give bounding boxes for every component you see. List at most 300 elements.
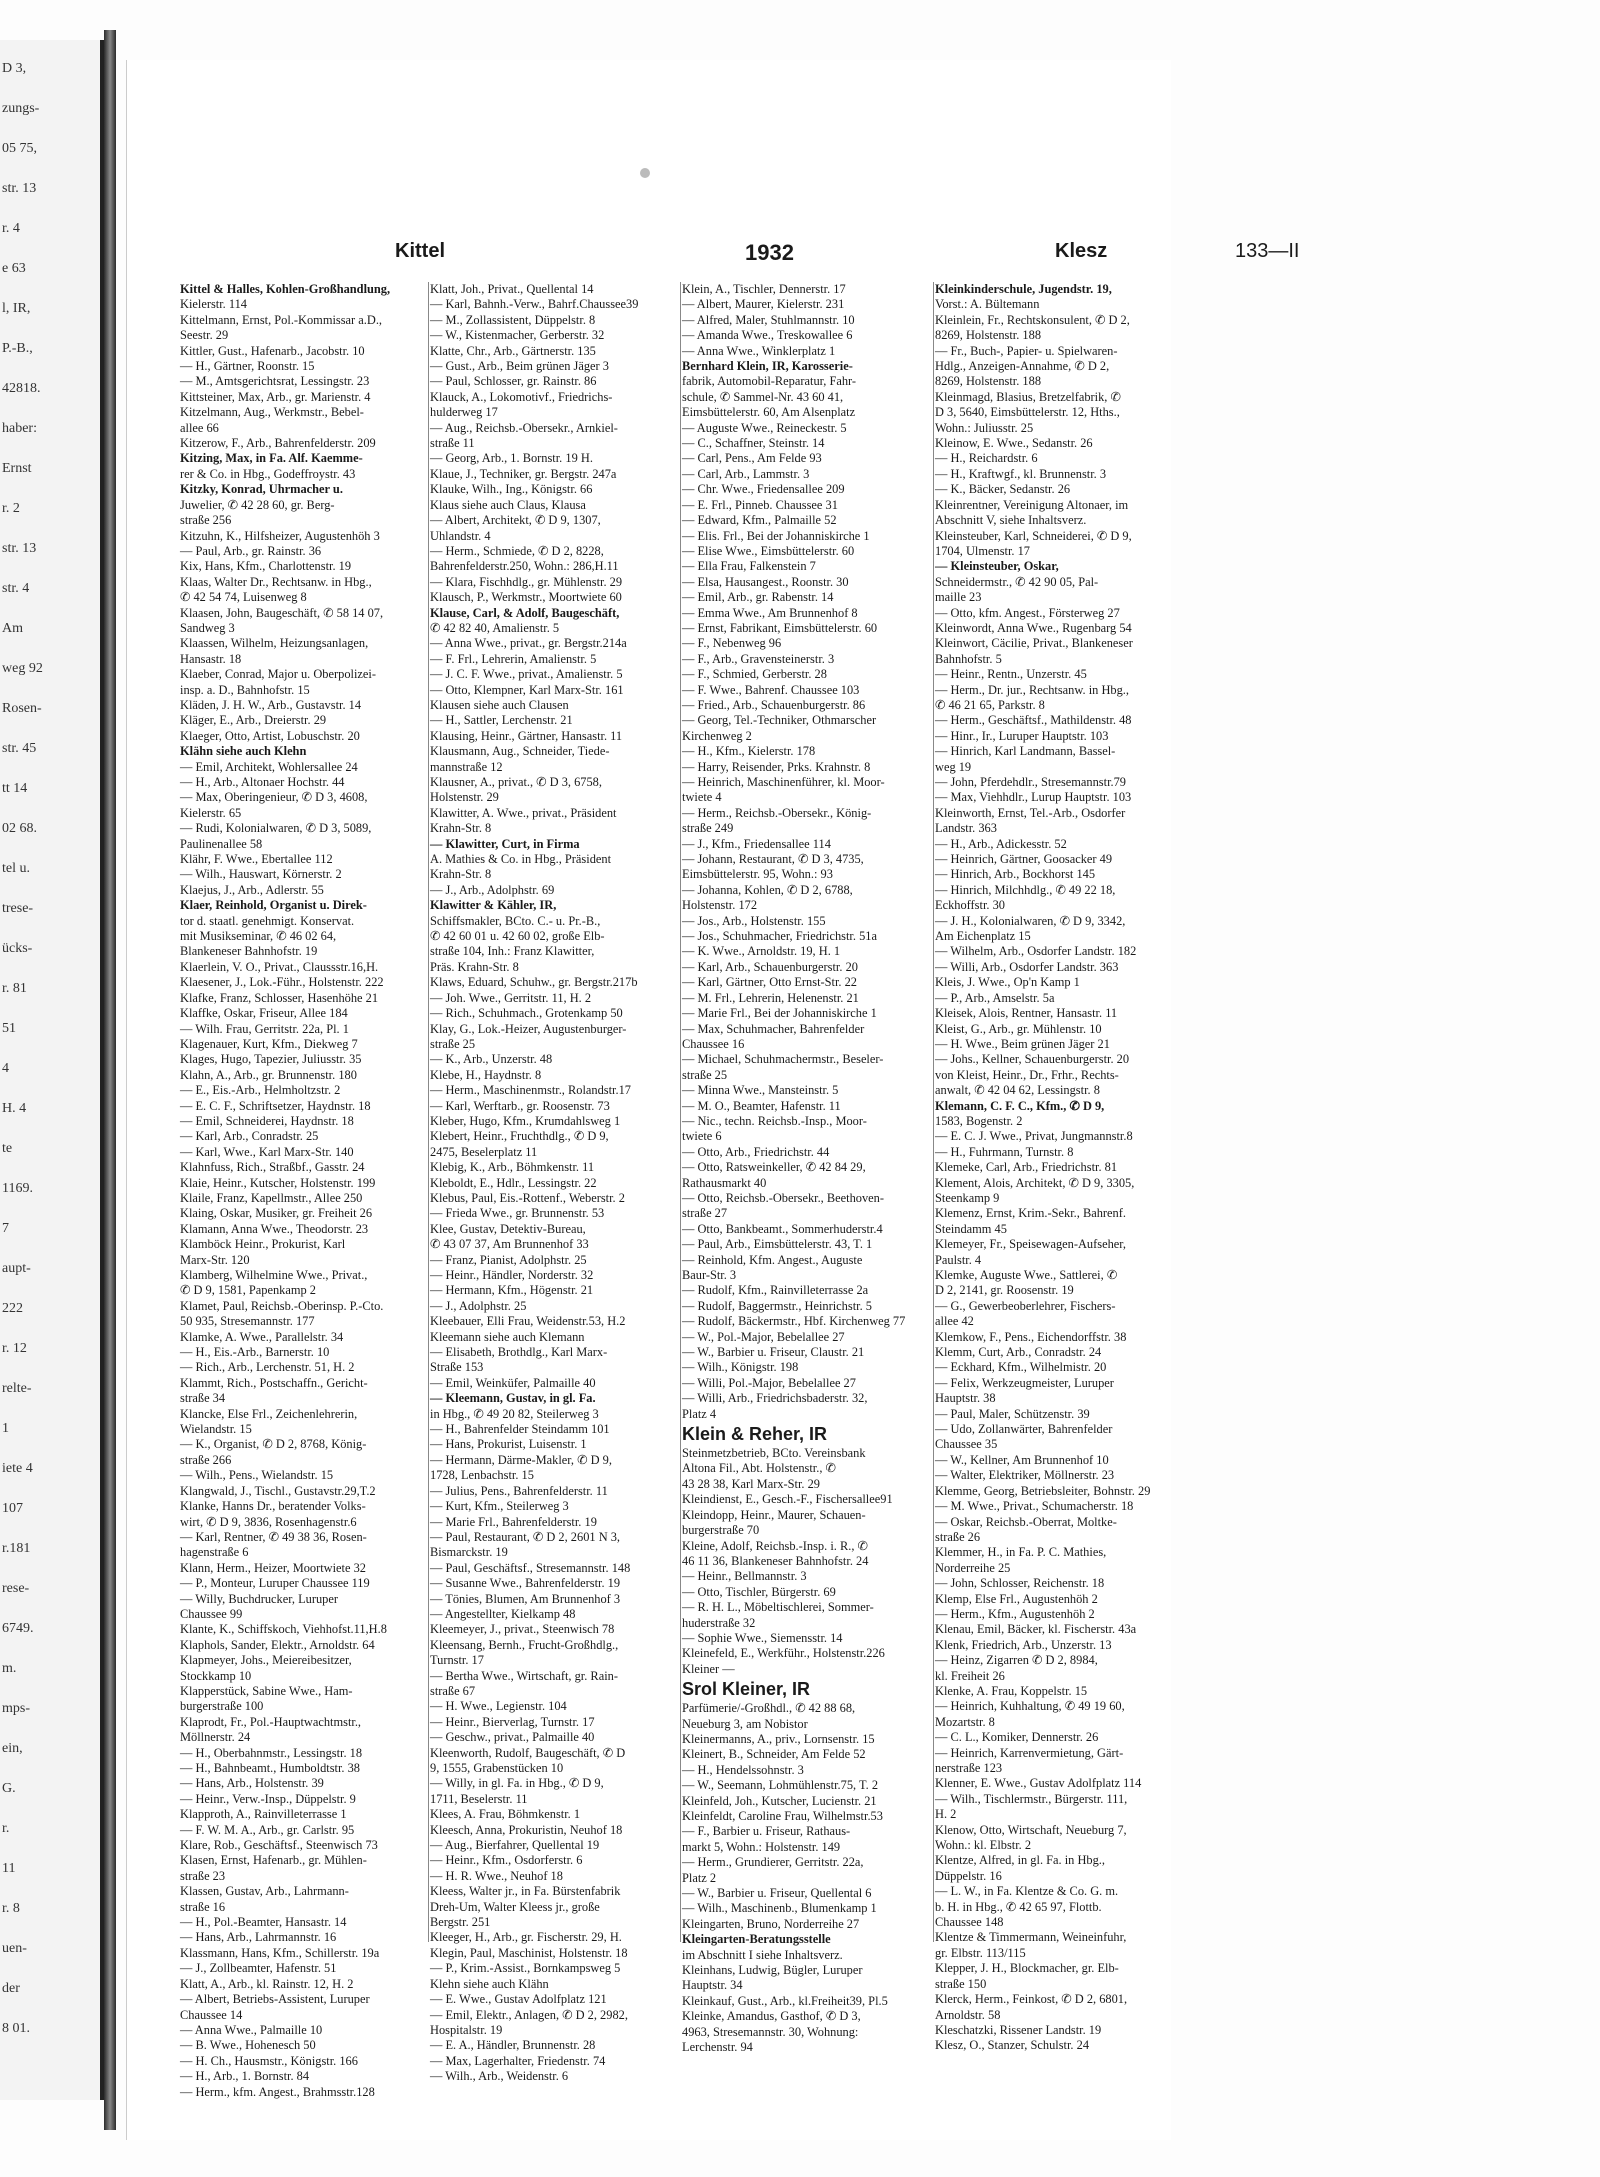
directory-entry-line: Kleebauer, Elli Frau, Weidenstr.53, H.2 (430, 1314, 626, 1329)
directory-entry-line: mit Musikseminar, ✆ 46 02 64, (180, 929, 337, 944)
directory-entry-line: — Elisabeth, Brothdlg., Karl Marx- (430, 1345, 608, 1360)
directory-entry-line: Baur-Str. 3 (682, 1268, 737, 1282)
previous-page-fragment: rese- (2, 1581, 30, 1596)
directory-entry-line: — Paul, Schlosser, gr. Rainstr. 86 (430, 374, 597, 389)
directory-entry-line: weg 19 (935, 759, 972, 774)
directory-entry-line: Kleinert, B., Schneider, Am Felde 52 (682, 1747, 866, 1762)
directory-entry-line: — Michael, Schuhmachermstr., Beseler- (682, 1052, 884, 1067)
directory-entry-line: Stockkamp 10 (180, 1668, 252, 1683)
directory-entry-line: — Paul, Maler, Schützenstr. 39 (935, 1406, 1090, 1421)
directory-entry-line: burgerstraße 100 (180, 1699, 264, 1714)
directory-entry-line: Klein & Reher, IR (682, 1424, 828, 1445)
directory-entry-line: Klausen siehe auch Clausen (430, 697, 569, 712)
directory-entry-line: hagenstraße 6 (180, 1545, 249, 1560)
directory-entry-line: — Jos., Schuhmacher, Friedrichstr. 51a (682, 929, 877, 944)
directory-entry-line: Klassen, Gustav, Arb., Lahrmann- (180, 1884, 349, 1899)
directory-entry-line: Klatt, Joh., Privat., Quellental 14 (430, 282, 594, 296)
directory-entry-line: — H., Pol.-Beamter, Hansastr. 14 (180, 1915, 347, 1930)
directory-entry-line: — Heinr., Verw.-Insp., Düppelstr. 9 (180, 1791, 356, 1806)
directory-entry-line: — Rudi, Kolonialwaren, ✆ D 3, 5089, (180, 821, 372, 836)
directory-entry-line: Klemm, Curt, Arb., Conradstr. 24 (935, 1345, 1102, 1360)
directory-entry-line: — W., Kellner, Am Brunnenhof 10 (935, 1452, 1109, 1467)
directory-entry-line: — M., Zollassistent, Düppelstr. 8 (430, 312, 596, 327)
directory-entry-line: — Heinr., Bellmannstr. 3 (682, 1569, 807, 1584)
column-2 (430, 282, 670, 2084)
directory-entry-line: — H., Gärtner, Roonstr. 15 (180, 359, 315, 374)
directory-entry-line: Krahn-Str. 8 (430, 821, 492, 836)
directory-entry-line: Sandweg 3 (180, 620, 235, 635)
directory-entry-line: — Herm., Reichsb.-Obersekr., König- (682, 805, 872, 820)
directory-entry-line: — Rudolf, Baggermstr., Heinrichstr. 5 (682, 1298, 872, 1313)
column-3 (682, 282, 922, 2055)
previous-page-fragment: str. 13 (2, 541, 37, 556)
directory-entry-line: Klement, Alois, Architekt, ✆ D 9, 3305, (935, 1175, 1135, 1190)
directory-entry-line: — Reinhold, Kfm. Angest., Auguste (682, 1252, 863, 1267)
directory-entry-line: — P., Monteur, Luruper Chaussee 119 (180, 1576, 370, 1591)
directory-entry-line: twiete 4 (682, 790, 722, 805)
directory-entry-line: — Willy, in gl. Fa. in Hbg., ✆ D 9, (430, 1776, 604, 1791)
directory-entry-line: Wohn.: kl. Elbstr. 2 (935, 1838, 1032, 1853)
directory-entry-line: — E. A., Händler, Brunnenstr. 28 (430, 2038, 596, 2053)
directory-entry-line: straße 67 (430, 1683, 476, 1698)
directory-entry-line: Klemeke, Carl, Arb., Friedrichstr. 81 (935, 1160, 1118, 1175)
directory-entry-line: — K., Organist, ✆ D 2, 8768, König- (180, 1437, 367, 1452)
directory-entry-line: im Abschnitt I siehe Inhaltsverz. (682, 1947, 843, 1962)
directory-entry-line: — Otto, Ratsweinkeller, ✆ 42 84 29, (682, 1160, 866, 1175)
directory-entry-line: Kleindopp, Heinr., Maurer, Schauen- (682, 1507, 866, 1522)
directory-entry-line: allee 42 (935, 1314, 974, 1329)
directory-entry-line: — Rich., Arb., Lerchenstr. 51, H. 2 (180, 1360, 355, 1375)
previous-page-fragment: trese- (2, 901, 34, 916)
directory-entry-line: — Wilh., Königstr. 198 (682, 1360, 799, 1375)
directory-entry-line: — Anna Wwe., Winklerplatz 1 (682, 343, 836, 358)
directory-entry-line: Klemp, Else Frl., Augustenhöh 2 (935, 1591, 1098, 1606)
previous-page-fragment: ein, (2, 1741, 23, 1756)
directory-entry-line: Platz 2 (682, 1870, 717, 1885)
directory-entry-line: Klancke, Else Frl., Zeichenlehrerin, (180, 1406, 358, 1421)
directory-entry-line: Klasen, Ernst, Hafenarb., gr. Mühlen- (180, 1853, 367, 1868)
directory-entry-line: — Wilh., Tischlermstr., Bürgerstr. 111, (935, 1791, 1128, 1806)
directory-entry-line: Wohn.: Juliusstr. 25 (935, 420, 1034, 435)
directory-entry-line: Klassmann, Hans, Kfm., Schillerstr. 19a (180, 1945, 380, 1960)
directory-entry-line: hulderweg 17 (430, 405, 498, 420)
directory-entry-line: Klaasen, John, Baugeschäft, ✆ 58 14 07, (180, 605, 384, 620)
directory-entry-line: — Hinr., Ir., Luruper Hauptstr. 103 (935, 728, 1109, 743)
directory-entry-line: — E. Wwe., Gustav Adolfplatz 121 (430, 1992, 607, 2007)
previous-page-fragment: mps- (2, 1701, 30, 1716)
directory-entry-line: — H., Arb., Altonaer Hochstr. 44 (180, 775, 345, 789)
directory-entry-line: — J., Arb., Adolphstr. 69 (430, 882, 555, 897)
directory-entry-line: Kleenworth, Rudolf, Baugeschäft, ✆ D (430, 1745, 626, 1760)
directory-entry-line: Klepper, J. H., Blockmacher, gr. Elb- (935, 1961, 1119, 1976)
directory-entry-line: — H. Wwe., Legienstr. 104 (430, 1699, 567, 1714)
directory-entry-line: — H., Kfm., Kielerstr. 178 (682, 744, 816, 759)
previous-page-fragment: r. 81 (2, 981, 27, 996)
directory-entry-line: Klähr, F. Wwe., Ebertallee 112 (180, 852, 333, 867)
directory-entry-line: Rathausmarkt 40 (682, 1175, 767, 1190)
directory-entry-line: Bahnhofstr. 5 (935, 651, 1002, 666)
previous-page-fragment: 1 (2, 1421, 9, 1436)
directory-entry-line: — Georg, Arb., 1. Bornstr. 19 H. (430, 451, 593, 466)
directory-entry-line: Klebus, Paul, Eis.-Rottenf., Weberstr. 2 (430, 1190, 625, 1205)
directory-entry-line: — Emil, Weinküfer, Palmaille 40 (430, 1375, 596, 1390)
directory-entry-line: — Kleinsteuber, Oskar, (935, 559, 1059, 574)
directory-entry-line: Kleinow, E. Wwe., Sedanstr. 26 (935, 436, 1093, 451)
directory-entry-line: schule, ✆ Sammel-Nr. 43 60 41, (682, 389, 844, 404)
previous-page-fragment: 222 (2, 1301, 23, 1316)
directory-entry-line: — P., Krim.-Assist., Bornkampsweg 5 (430, 1961, 621, 1976)
directory-entry-line: Landstr. 363 (935, 821, 997, 836)
directory-entry-line: Klamböck Heinr., Prokurist, Karl (180, 1237, 346, 1252)
directory-entry-line: Klemenz, Ernst, Krim.-Sekr., Bahrenf. (935, 1206, 1126, 1221)
directory-entry-line: straße 23 (180, 1868, 226, 1883)
directory-entry-line: — Kurt, Kfm., Steilerweg 3 (430, 1499, 569, 1514)
directory-entry-line: — J., Kfm., Friedensallee 114 (682, 836, 831, 851)
directory-entry-line: — Julius, Pens., Bahrenfelderstr. 11 (430, 1483, 608, 1498)
directory-entry-line: straße 25 (430, 1036, 476, 1051)
directory-entry-line: Klauck, A., Lokomotivf., Friedrichs- (430, 389, 613, 404)
directory-entry-line: — Karl, Arb., Schauenburgerstr. 20 (682, 959, 858, 974)
directory-entry-line: — Anna Wwe., privat., gr. Bergstr.214a (430, 636, 627, 651)
directory-entry-line: — Ernst, Fabrikant, Eimsbüttelerstr. 60 (682, 620, 878, 635)
directory-entry-line: Düppelstr. 16 (935, 1868, 1002, 1883)
directory-entry-line: — Otto, kfm. Angest., Försterweg 27 (935, 605, 1120, 620)
directory-entry-line: Steenkamp 9 (935, 1190, 1000, 1205)
directory-entry-line: — Heinr., Kfm., Osdorferstr. 6 (430, 1853, 583, 1868)
directory-entry-line: — Johs., Kellner, Schauenburgerstr. 20 (935, 1052, 1130, 1067)
directory-entry-line: rer & Co. in Hbg., Godeffroystr. 43 (180, 466, 356, 481)
directory-entry-line: huderstraße 32 (682, 1615, 756, 1630)
directory-entry-line: — Harry, Reisender, Prks. Krahnstr. 8 (682, 759, 871, 774)
directory-entry-line: Kleinkinderschule, Jugendstr. 19, (935, 282, 1112, 296)
directory-entry-line: fabrik, Automobil-Reparatur, Fahr- (682, 374, 857, 389)
directory-entry-line: von Kleist, Heinr., Dr., Frhr., Rechts- (935, 1067, 1119, 1082)
directory-entry-line: D 2, 2141, gr. Roosenstr. 19 (935, 1283, 1074, 1298)
directory-entry-line: — Albert, Betriebs-Assistent, Luruper (180, 1992, 370, 2007)
directory-entry-line: Kleisek, Alois, Rentner, Hansastr. 11 (935, 1006, 1118, 1021)
directory-entry-line: Wielandstr. 15 (180, 1422, 252, 1437)
directory-entry-line: allee 66 (180, 420, 219, 435)
directory-entry-line: — H. R. Wwe., Neuhof 18 (430, 1868, 563, 1883)
directory-entry-line: — Herm., Schmiede, ✆ D 2, 8228, (430, 543, 604, 558)
previous-page-fragment: iete 4 (2, 1461, 33, 1476)
directory-entry-line: Klaue, J., Techniker, gr. Bergstr. 247a (430, 466, 617, 481)
directory-entry-line: — Carl, Arb., Lammstr. 3 (682, 466, 810, 481)
directory-entry-line: Klee, Gustav, Detektiv-Bureau, (430, 1221, 586, 1236)
directory-entry-line: Klenau, Emil, Bäcker, kl. Fischerstr. 43a (935, 1622, 1137, 1637)
previous-page-fragment: G. (2, 1781, 16, 1796)
directory-entry-line: twiete 6 (682, 1129, 722, 1144)
directory-entry-line: Lerchenstr. 94 (682, 2040, 753, 2055)
directory-entry-line: — F., Barbier u. Friseur, Rathaus- (682, 1824, 851, 1839)
directory-entry-line: Klebe, H., Haydnstr. 8 (430, 1067, 542, 1082)
previous-page-fragment: str. 45 (2, 741, 37, 756)
directory-entry-line: — H., Bahnbeamt., Humboldtstr. 38 (180, 1761, 360, 1775)
directory-entry-line: Klein, A., Tischler, Dennerstr. 17 (682, 282, 846, 296)
directory-entry-line: Kleemann siehe auch Klemann (430, 1329, 585, 1344)
directory-entry-line: Eimsbüttelerstr. 60, Am Alsenplatz (682, 405, 856, 420)
previous-page-fragment: str. 13 (2, 181, 37, 196)
directory-entry-line: 1728, Lenbachstr. 15 (430, 1468, 534, 1483)
directory-entry-line: straße 27 (682, 1206, 728, 1221)
directory-entry-line: — J., Zollbeamter, Hafenstr. 51 (180, 1961, 337, 1976)
directory-entry-line: b. H. in Hbg., ✆ 42 65 97, Flottb. (935, 1899, 1102, 1914)
previous-page-fragment: relte- (2, 1381, 32, 1396)
directory-entry-line: Seestr. 29 (180, 328, 229, 343)
directory-entry-line: — H., Arb., 1. Bornstr. 84 (180, 2069, 310, 2084)
directory-entry-line: — E. C. F., Schriftsetzer, Haydnstr. 18 (180, 1098, 371, 1113)
directory-entry-line: — Max, Lagerhalter, Friedenstr. 74 (430, 2053, 606, 2068)
directory-entry-line: — Klawitter, Curt, in Firma (430, 836, 580, 851)
directory-entry-line: Kittler, Gust., Hafenarb., Jacobstr. 10 (180, 343, 365, 358)
directory-entry-line: mannstraße 12 (430, 759, 503, 774)
directory-entry-line: Kittel & Halles, Kohlen-Großhandlung, (180, 282, 391, 296)
directory-entry-line: Kirchenweg 2 (682, 728, 752, 743)
directory-entry-line: — Fried., Arb., Schauenburgerstr. 86 (682, 697, 866, 712)
directory-entry-line: 9, 1555, Grabenstücken 10 (430, 1761, 564, 1775)
directory-entry-line: — Emil, Arb., gr. Rabenstr. 14 (682, 590, 834, 605)
directory-entry-line: Kleensang, Bernh., Frucht-Großhdlg., (430, 1637, 619, 1652)
directory-entry-line: — W., Seemann, Lohmühlenstr.75, T. 2 (682, 1778, 879, 1793)
directory-entry-line: Kitzing, Max, in Fa. Alf. Kaemme- (180, 451, 363, 466)
directory-entry-line: 43 28 38, Karl Marx-Str. 29 (682, 1476, 821, 1491)
directory-entry-line: — H., Hendelssohnstr. 3 (682, 1762, 804, 1777)
directory-entry-line: — Otto, Bankbeamt., Sommerhuderstr.4 (682, 1221, 883, 1236)
directory-entry-line: — F., Arb., Gravensteinerstr. 3 (682, 651, 835, 666)
directory-entry-line: — Albert, Architekt, ✆ D 9, 1307, (430, 513, 601, 528)
directory-entry-line: Klapproth, A., Rainvilleterrasse 1 (180, 1807, 347, 1822)
directory-entry-line: wirt, ✆ D 9, 3836, Rosenhagenstr.6 (180, 1514, 357, 1529)
directory-entry-line: Kleist, G., Arb., gr. Mühlenstr. 10 (935, 1021, 1102, 1036)
directory-entry-line: — Frieda Wwe., gr. Brunnenstr. 53 (430, 1206, 605, 1221)
directory-entry-line: Chaussee 148 (935, 1915, 1004, 1930)
previous-page-fragment: aupt- (2, 1261, 31, 1276)
directory-entry-line: Klages, Hugo, Tapezier, Juliusstr. 35 (180, 1052, 362, 1067)
directory-entry-line: — Angestellter, Kielkamp 48 (430, 1606, 576, 1621)
previous-page-margin (0, 40, 104, 2100)
directory-entry-line: ✆ 43 07 37, Am Brunnenhof 33 (430, 1237, 589, 1252)
directory-entry-line: Klausing, Heinr., Gärtner, Hansastr. 11 (430, 728, 623, 743)
directory-entry-line: A. Mathies & Co. in Hbg., Präsident (430, 852, 612, 867)
previous-page-fragment: haber: (2, 421, 37, 436)
directory-entry-line: burgerstraße 70 (682, 1523, 760, 1538)
directory-entry-line: — C., Schaffner, Steinstr. 14 (682, 436, 825, 451)
directory-entry-line: Klähn siehe auch Klehn (180, 744, 307, 759)
directory-entry-line: — Walter, Elektriker, Möllnerstr. 23 (935, 1468, 1115, 1483)
directory-entry-line: Kleinmagd, Blasius, Bretzelfabrik, ✆ (935, 389, 1121, 404)
previous-page-fragment: str. 4 (2, 581, 30, 596)
directory-entry-line: — Hermann, Kfm., Högenstr. 21 (430, 1283, 594, 1298)
directory-entry-line: — John, Schlosser, Reichenstr. 18 (935, 1576, 1105, 1591)
directory-entry-line: — Auguste Wwe., Reineckestr. 5 (682, 420, 847, 435)
directory-entry-line: Arnoldstr. 58 (935, 2007, 1001, 2022)
directory-entry-line: Kleboldt, E., Hdlr., Lessingstr. 22 (430, 1175, 597, 1190)
previous-page-fragment: uen- (2, 1941, 27, 1956)
directory-entry-line: — F., Nebenweg 96 (682, 636, 782, 651)
previous-page-fragment: zungs- (2, 101, 40, 116)
directory-entry-line: straße 150 (935, 1976, 987, 1991)
directory-entry-line: — Marie Frl., Bei der Johanniskirche 1 (682, 1006, 877, 1021)
directory-entry-line: Klahn, A., Arb., gr. Brunnenstr. 180 (180, 1067, 357, 1082)
directory-entry-line: — Sophie Wwe., Siemensstr. 14 (682, 1630, 843, 1645)
directory-entry-line: — Herm., Geschäftsf., Mathildenstr. 48 (935, 713, 1132, 728)
directory-entry-line: Klaing, Oskar, Musiker, gr. Freiheit 26 (180, 1206, 373, 1221)
directory-entry-line: Steindamm 45 (935, 1221, 1007, 1236)
directory-entry-line: Klenke, A. Frau, Koppelstr. 15 (935, 1683, 1088, 1698)
directory-entry-line: D 3, 5640, Eimsbüttelerstr. 12, Hths., (935, 405, 1120, 420)
directory-entry-line: — F. Wwe., Bahrenf. Chaussee 103 (682, 682, 860, 697)
directory-entry-line: Kleine, Adolf, Reichsb.-Insp. i. R., ✆ (682, 1538, 868, 1553)
directory-entry-line: — Max, Oberingenieur, ✆ D 3, 4608, (180, 790, 368, 805)
directory-entry-line: Hdlg., Anzeigen-Annahme, ✆ D 2, (935, 359, 1110, 374)
directory-entry-line: Klemeyer, Fr., Speisewagen-Aufseher, (935, 1237, 1127, 1252)
directory-entry-line: — P., Arb., Amselstr. 5a (935, 990, 1055, 1005)
directory-entry-line: Kläden, J. H. W., Arb., Gustavstr. 14 (180, 697, 362, 712)
directory-entry-line: — Karl, Bahnh.-Verw., Bahrf.Chaussee39 (430, 297, 639, 312)
directory-entry-line: Klare, Rob., Geschäftsf., Steenwisch 73 (180, 1838, 378, 1853)
directory-entry-line: ✆ 42 54 74, Luisenweg 8 (180, 590, 307, 605)
previous-page-fragment: r. 12 (2, 1341, 27, 1356)
directory-entry-line: Klauke, Wilh., Ing., Königstr. 66 (430, 482, 593, 497)
previous-page-fragment: 02 68. (2, 821, 37, 836)
directory-entry-line: — Alfred, Maler, Stuhlmannstr. 10 (682, 312, 855, 327)
directory-entry-line: Klaeber, Conrad, Major u. Oberpolizei- (180, 667, 376, 682)
directory-entry-line: gr. Elbstr. 113/115 (935, 1945, 1026, 1960)
directory-entry-line: — H., Fuhrmann, Turnstr. 8 (935, 1144, 1074, 1159)
header-right-catchword: Klesz (1055, 240, 1108, 262)
directory-entry-line: — Klara, Fischhdlg., gr. Mühlenstr. 29 (430, 574, 623, 589)
directory-entry-line: Neueburg 3, am Nobistor (682, 1716, 808, 1731)
directory-entry-line: — R. H. L., Möbeltischlerei, Sommer- (682, 1600, 874, 1615)
directory-entry-line: — J., Adolphstr. 25 (430, 1298, 527, 1313)
directory-entry-line: Kitzelmann, Aug., Werkmstr., Bebel- (180, 405, 364, 420)
previous-page-fragment: 6749. (2, 1621, 34, 1636)
previous-page-fragment: 1169. (2, 1181, 33, 1196)
directory-entry-line: — K., Arb., Unzerstr. 48 (430, 1052, 553, 1067)
directory-entry-line: — K., Bäcker, Sedanstr. 26 (935, 482, 1071, 497)
directory-entry-line: — J. H., Kolonialwaren, ✆ D 9, 3342, (935, 913, 1126, 928)
directory-entry-line: Dreh-Um, Walter Kleess jr., große (430, 1899, 600, 1914)
directory-entry-line: Klanke, Hanns Dr., beratender Volks- (180, 1499, 366, 1514)
directory-entry-line: Parfümerie/-Großhdl., ✆ 42 88 68, (682, 1701, 856, 1716)
directory-entry-line: — M. Frl., Lehrerin, Helenenstr. 21 (682, 990, 859, 1005)
directory-entry-line: — Jos., Arb., Holstenstr. 155 (682, 913, 826, 928)
directory-entry-line: Holstenstr. 29 (430, 790, 499, 805)
directory-entry-line: — Ella Frau, Falkenstein 7 (682, 559, 816, 574)
directory-entry-line: Möllnerstr. 24 (180, 1730, 251, 1745)
directory-entry-line: Klemkow, F., Pens., Eichendorffstr. 38 (935, 1329, 1127, 1344)
directory-entry-line: Kleemeyer, J., privat., Steenwisch 78 (430, 1622, 615, 1637)
directory-entry-line: Klaile, Franz, Kapellmstr., Allee 250 (180, 1190, 363, 1205)
directory-entry-line: — F. W. M. A., Arb., gr. Carlstr. 95 (180, 1822, 355, 1837)
directory-entry-line: — H. Wwe., Beim grünen Jäger 21 (935, 1036, 1110, 1051)
directory-entry-line: — Heinz, Zigarren ✆ D 2, 8984, (935, 1653, 1098, 1668)
previous-page-fragment: e 63 (2, 261, 26, 276)
directory-entry-line: — M., Amtsgerichtsrat, Lessingstr. 23 (180, 374, 370, 389)
directory-entry-line: Kleingarten-Beratungsstelle (682, 1932, 831, 1947)
previous-page-fragment: Rosen- (2, 701, 42, 716)
directory-entry-line: — Karl, Wwe., Karl Marx-Str. 140 (180, 1144, 354, 1159)
directory-entry-line: Kleindienst, E., Gesch.-F., Fischersallee91 (682, 1492, 893, 1507)
directory-entry-line: Kleinkauf, Gust., Arb., kl.Freiheit39, Pl.5 (682, 1993, 888, 2008)
directory-entry-line: — Otto, Arb., Friedrichstr. 44 (682, 1144, 830, 1159)
directory-entry-line: Klapmeyer, Johs., Meiereibesitzer, (180, 1653, 352, 1668)
directory-entry-line: Klesz, O., Stanzer, Schulstr. 24 (935, 2038, 1090, 2053)
directory-entry-line: Blankeneser Bahnhofstr. 19 (180, 944, 318, 959)
directory-entry-line: Kleinermanns, A., priv., Lornsenstr. 15 (682, 1731, 875, 1746)
directory-entry-line: — Heinrich, Gärtner, Goosacker 49 (935, 852, 1113, 867)
directory-entry-line: — W., Pol.-Major, Bebelallee 27 (682, 1329, 845, 1344)
previous-page-fragment: 4 (2, 1061, 9, 1076)
directory-entry-line: — Tönies, Blumen, Am Brunnenhof 3 (430, 1591, 621, 1606)
directory-entry-line: Klante, K., Schiffskoch, Viehhofst.11,H.8 (180, 1622, 387, 1637)
directory-entry-line: — H., Oberbahnmstr., Lessingstr. 18 (180, 1745, 363, 1760)
directory-entry-line: Klamberg, Wilhelmine Wwe., Privat., (180, 1268, 368, 1282)
directory-entry-line: Chaussee 35 (935, 1437, 998, 1452)
directory-entry-line: Klammt, Rich., Postschaffn., Gericht- (180, 1375, 368, 1390)
previous-page-fragment: tt 14 (2, 781, 28, 796)
previous-page-fragment: 11 (2, 1861, 16, 1876)
directory-entry-line: Bergstr. 251 (430, 1915, 491, 1930)
directory-entry-line: Kitzky, Konrad, Uhrmacher u. (180, 482, 343, 497)
previous-page-fragment: l, IR, (2, 301, 31, 316)
scan-spot (640, 168, 650, 178)
directory-entry-line: — Geschw., privat., Palmaille 40 (430, 1730, 595, 1745)
previous-page-fragment: 8 01. (2, 2021, 30, 2036)
directory-entry-line: — Rudolf, Kfm., Rainvilleterrasse 2a (682, 1283, 869, 1298)
directory-entry-line: Präs. Krahn-Str. 8 (430, 959, 519, 974)
directory-entry-line: 8269, Holstenstr. 188 (935, 374, 1042, 389)
directory-entry-line: ✆ 42 60 01 u. 42 60 02, große Elb- (430, 929, 605, 944)
directory-entry-line: — Gust., Arb., Beim grünen Jäger 3 (430, 359, 609, 374)
directory-entry-line: — M. Wwe., Privat., Schumacherstr. 18 (935, 1499, 1134, 1514)
directory-entry-line: — Hinrich, Karl Landmann, Bassel- (935, 744, 1116, 759)
directory-entry-line: — H., Sattler, Lerchenstr. 21 (430, 713, 573, 728)
directory-entry-line: — Chr. Wwe., Friedensallee 209 (682, 482, 845, 497)
directory-entry-line: — G., Gewerbeoberlehrer, Fischers- (935, 1298, 1116, 1313)
directory-entry-line: Klaie, Heinr., Kutscher, Holstenstr. 199 (180, 1175, 376, 1190)
directory-entry-line: — Hans, Prokurist, Luisenstr. 1 (430, 1437, 587, 1452)
directory-columns (180, 282, 1180, 2099)
directory-entry-line: Klagenauer, Kurt, Kfm., Diekweg 7 (180, 1036, 358, 1051)
directory-entry-line: Klegin, Paul, Maschinist, Holstenstr. 18 (430, 1945, 628, 1960)
directory-entry-line: Kittelmann, Ernst, Pol.-Kommissar a.D., (180, 312, 383, 327)
directory-entry-line: Kleinfeldt, Caroline Frau, Wilhelmstr.53 (682, 1809, 883, 1823)
directory-entry-line: insp. a. D., Bahnhofstr. 15 (180, 682, 310, 697)
directory-entry-line: 46 11 36, Blankeneser Bahnhofstr. 24 (682, 1553, 869, 1568)
directory-entry-line: in Hbg., ✆ 49 20 82, Steilerweg 3 (430, 1406, 599, 1421)
directory-entry-line: — Emil, Schneiderei, Haydnstr. 18 (180, 1113, 354, 1128)
directory-entry-line: — Herm., Kfm., Augustenhöh 2 (935, 1606, 1095, 1621)
directory-entry-line: 8269, Holstenstr. 188 (935, 328, 1042, 343)
directory-entry-line: straße 16 (180, 1899, 226, 1914)
directory-entry-line: Klaus siehe auch Claus, Klausa (430, 497, 586, 512)
previous-page-fragment: weg 92 (2, 661, 43, 676)
directory-entry-line: Klaesener, J., Lok.-Führ., Holstenstr. 222 (180, 975, 384, 990)
directory-entry-line: — H., Arb., Adickesstr. 52 (935, 836, 1067, 851)
directory-entry-line: — Max, Viehhdlr., Lurup Hauptstr. 103 (935, 790, 1132, 805)
directory-entry-line: — Hans, Arb., Lahrmannstr. 16 (180, 1930, 337, 1945)
directory-entry-line: Klerck, Herm., Feinkost, ✆ D 2, 6801, (935, 1992, 1128, 2007)
directory-entry-line: Kix, Hans, Kfm., Charlottenstr. 19 (180, 559, 352, 574)
previous-page-fragment: der (2, 1981, 20, 1996)
directory-entry-line: — Otto, Reichsb.-Obersekr., Beethoven- (682, 1190, 884, 1205)
directory-entry-line: Turnstr. 17 (430, 1653, 484, 1668)
directory-entry-line: — W., Kistenmacher, Gerberstr. 32 (430, 328, 605, 343)
directory-entry-line: 2475, Beselerplatz 11 (430, 1144, 538, 1159)
previous-page-fragment: r.181 (2, 1541, 31, 1556)
directory-entry-line: Kleinwordt, Anna Wwe., Rugenbarg 54 (935, 620, 1132, 635)
